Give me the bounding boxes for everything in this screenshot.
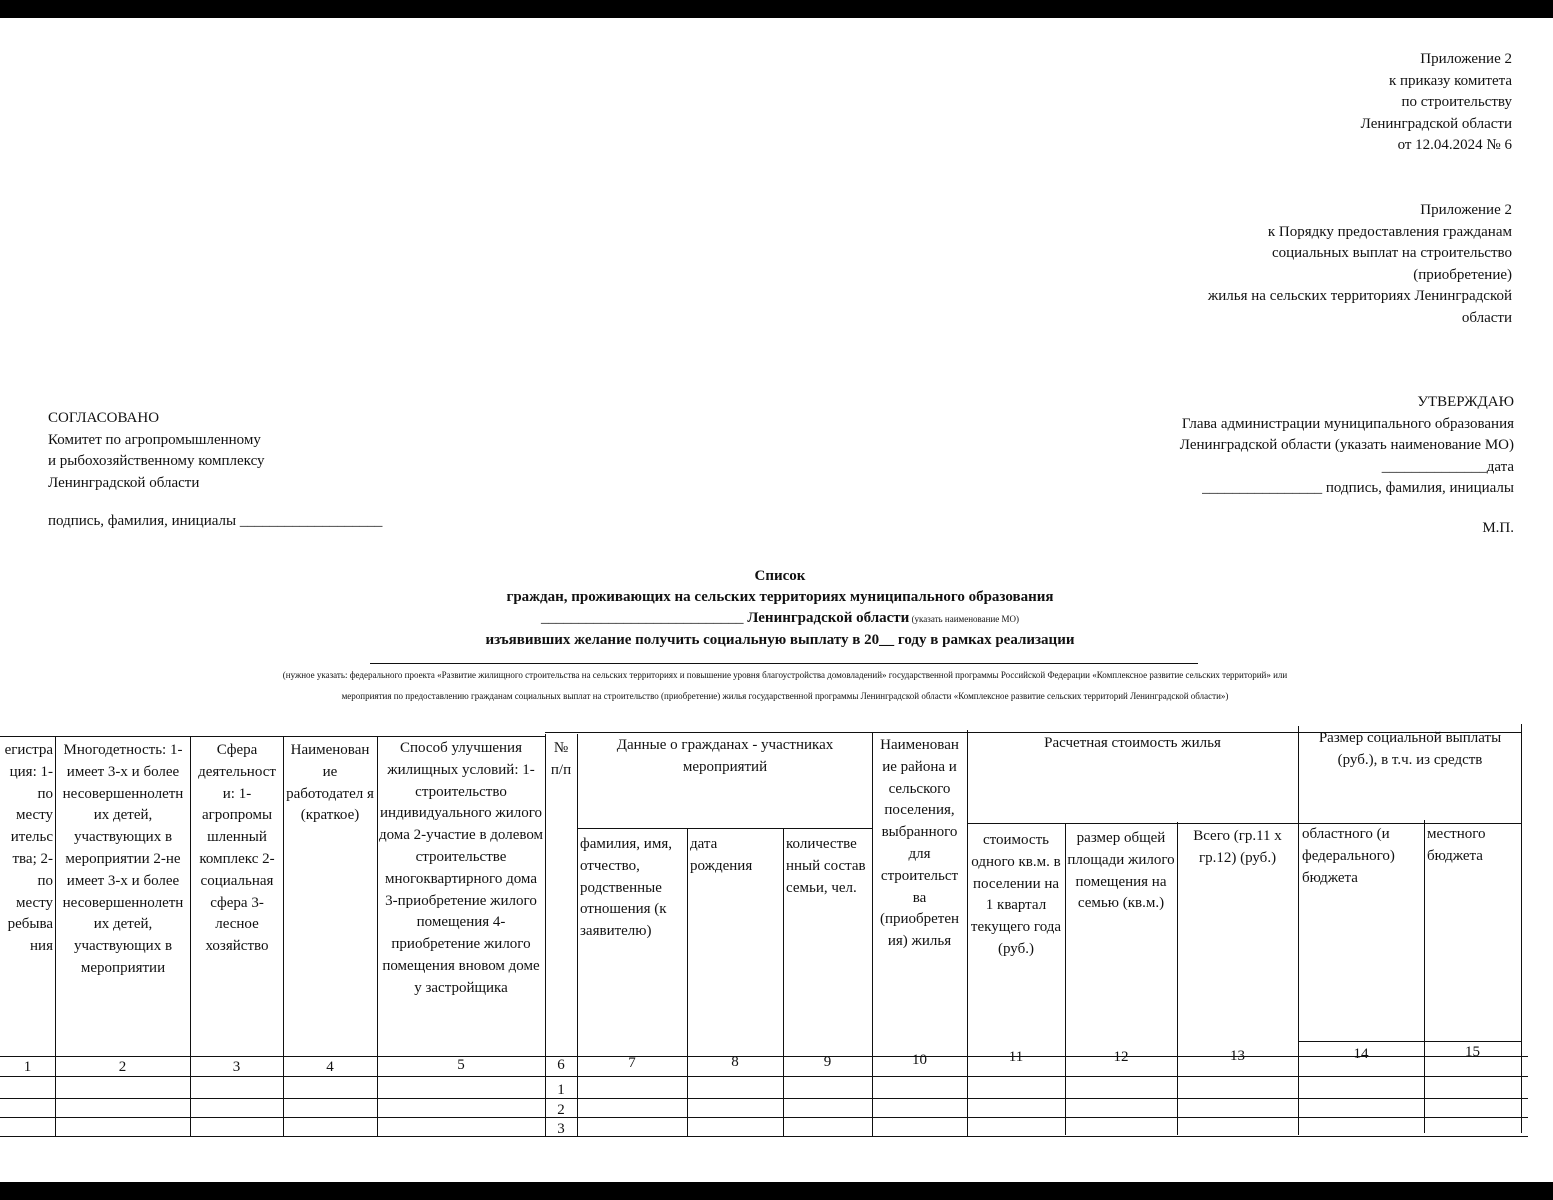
program-note: (нужное указать: федерального проекта «Развитие жилищного строительства на сельских территориях и повышение уровня благоустройства домовладений» государственной программы Российской Федерации «Комплексное развитие сельских территорий» или xyxy=(282,670,1288,680)
column-number: 9 xyxy=(823,1054,832,1070)
header-total: Всего (гр.11 х гр.12) (руб.) xyxy=(1193,828,1282,866)
column-number: 14 xyxy=(1353,1046,1369,1062)
header-regional-budget: областного (и федерального) бюджета xyxy=(1302,826,1395,886)
header-improvement-method: Способ улучшения жилищных условий: 1-строительство индивидуального жилого дома 2-участие в долевом строительстве многоквартирного дома 3-приобретение жилого помещения 4-приобретение жилого помещения вновом доме у застройщика xyxy=(378,740,544,996)
appendix-line: Ленинградской области xyxy=(1360,115,1512,132)
title-line: граждан, проживающих на сельских территориях муниципального образования xyxy=(506,589,1054,605)
appendix-line: социальных выплат на строительство xyxy=(1271,245,1512,261)
header-area: размер общей площади жилого помещения на семью (кв.м.) xyxy=(1067,830,1175,912)
header-local-budget: местного бюджета xyxy=(1427,826,1486,864)
column-number: 11 xyxy=(1008,1049,1024,1065)
header-cost-group: Расчетная стоимость жилья xyxy=(1044,735,1221,751)
column-number: 4 xyxy=(326,1059,334,1075)
appendix-line: от 12.04.2024 № 6 xyxy=(1397,137,1512,153)
header-payment-group: Размер социальной выплаты (руб.), в т.ч. из средств xyxy=(1318,730,1502,768)
document-title xyxy=(300,566,1260,651)
approve-line: Ленинградской области (указать наименование МО) xyxy=(1179,437,1514,453)
column-number: 7 xyxy=(628,1055,636,1071)
program-blank-line xyxy=(370,663,1198,664)
mo-name-hint: (указать наименование МО) xyxy=(909,614,1020,624)
header-registration: егистра ция: 1-по месту ительс тва; 2-по месту ребыва ния xyxy=(4,742,53,955)
header-large-family: Многодетность: 1-имеет 3-х и более несовершеннолетн их детей, участвующих в мероприятии 2-не имеет 3-х и более несовершеннолетн их детей, участвующих в мероприятии xyxy=(62,742,184,976)
column-number: 3 xyxy=(232,1059,241,1075)
title-line xyxy=(300,608,1260,630)
appendix-line: к приказу комитета xyxy=(1388,72,1512,89)
header-row-number: № п/п xyxy=(550,740,572,778)
approve-date-line: ______________дата xyxy=(1381,458,1514,475)
approve-block xyxy=(1100,392,1514,500)
agreed-block xyxy=(48,408,448,494)
header-family-size: количестве нный состав семьи, чел. xyxy=(786,836,866,896)
column-number: 5 xyxy=(457,1057,465,1073)
appendix-order-block xyxy=(1180,49,1512,157)
appendix-line: Приложение 2 xyxy=(1420,202,1512,218)
header-activity-sphere: Сфера деятельност и: 1- агропромы шленный комплекс 2- социальная сфера 3-лесное хозяйство xyxy=(198,742,276,955)
program-note: мероприятия по предоставлению гражданам социальных выплат на строительство (приобретение) жилья государственной программы Ленинградской области «Комплексное развитие сельских территорий Ленинградской области») xyxy=(341,691,1229,701)
agreed-title: СОГЛАСОВАНО xyxy=(48,410,160,426)
agreed-line: Ленинградской области xyxy=(48,474,200,491)
header-full-name: фамилия, имя, отчество, родственные отношения (к заявителю) xyxy=(580,836,672,940)
header-district: Наименован ие района и сельского поселения, выбранного для строительст ва (приобретен ия) жилья xyxy=(879,737,960,950)
appendix-line: жилья на сельских территориях Ленинградской xyxy=(1207,288,1512,304)
header-citizens-group: Данные о гражданах - участниках мероприятий xyxy=(616,737,834,775)
table-row-number: 2 xyxy=(557,1102,565,1118)
approve-sign-line: ________________ подпись, фамилия, инициалы xyxy=(1202,480,1514,496)
column-number: 12 xyxy=(1113,1049,1129,1065)
stamp-label: М.П. xyxy=(1482,520,1514,536)
appendix-line: (приобретение) xyxy=(1413,266,1512,283)
header-employer: Наименован ие работодател я (краткое) xyxy=(286,742,374,824)
column-number: 8 xyxy=(731,1054,739,1070)
column-number: 1 xyxy=(23,1059,32,1075)
approve-line: Глава администрации муниципального образования xyxy=(1181,415,1514,432)
header-sqm-cost: стоимость одного кв.м. в поселении на 1 квартал текущего года (руб.) xyxy=(970,832,1062,957)
table-row-number: 1 xyxy=(557,1082,565,1098)
column-number: 13 xyxy=(1230,1048,1245,1064)
column-number: 10 xyxy=(912,1052,927,1068)
scan-bottom-border xyxy=(0,1182,1553,1200)
appendix-line: области xyxy=(1461,309,1512,326)
approve-title: УТВЕРЖДАЮ xyxy=(1417,394,1514,410)
appendix-line: к Порядку предоставления гражданам xyxy=(1267,223,1512,240)
column-number: 6 xyxy=(557,1057,565,1073)
column-number: 2 xyxy=(118,1059,127,1075)
appendix-procedure-block xyxy=(1100,200,1512,329)
scan-top-border xyxy=(0,0,1553,18)
header-birth-date: дата рождения xyxy=(690,836,753,874)
title-line: Список xyxy=(754,568,806,584)
appendix-line: по строительству xyxy=(1401,94,1512,110)
appendix-line: Приложение 2 xyxy=(1420,51,1512,67)
table-row-number: 3 xyxy=(557,1121,565,1137)
title-region: Ленинградской области xyxy=(743,610,910,626)
agreed-line: Комитет по агропромышленному xyxy=(48,431,261,448)
title-line: изъявивших желание получить социальную выплату в 20__ году в рамках реализации xyxy=(485,632,1075,648)
agreed-signature: подпись, фамилия, инициалы ___________________ xyxy=(48,513,383,529)
agreed-line: и рыбохозяйственному комплексу xyxy=(48,453,265,469)
mo-name-blank: ___________________________ xyxy=(540,610,744,626)
column-number: 15 xyxy=(1465,1044,1480,1060)
